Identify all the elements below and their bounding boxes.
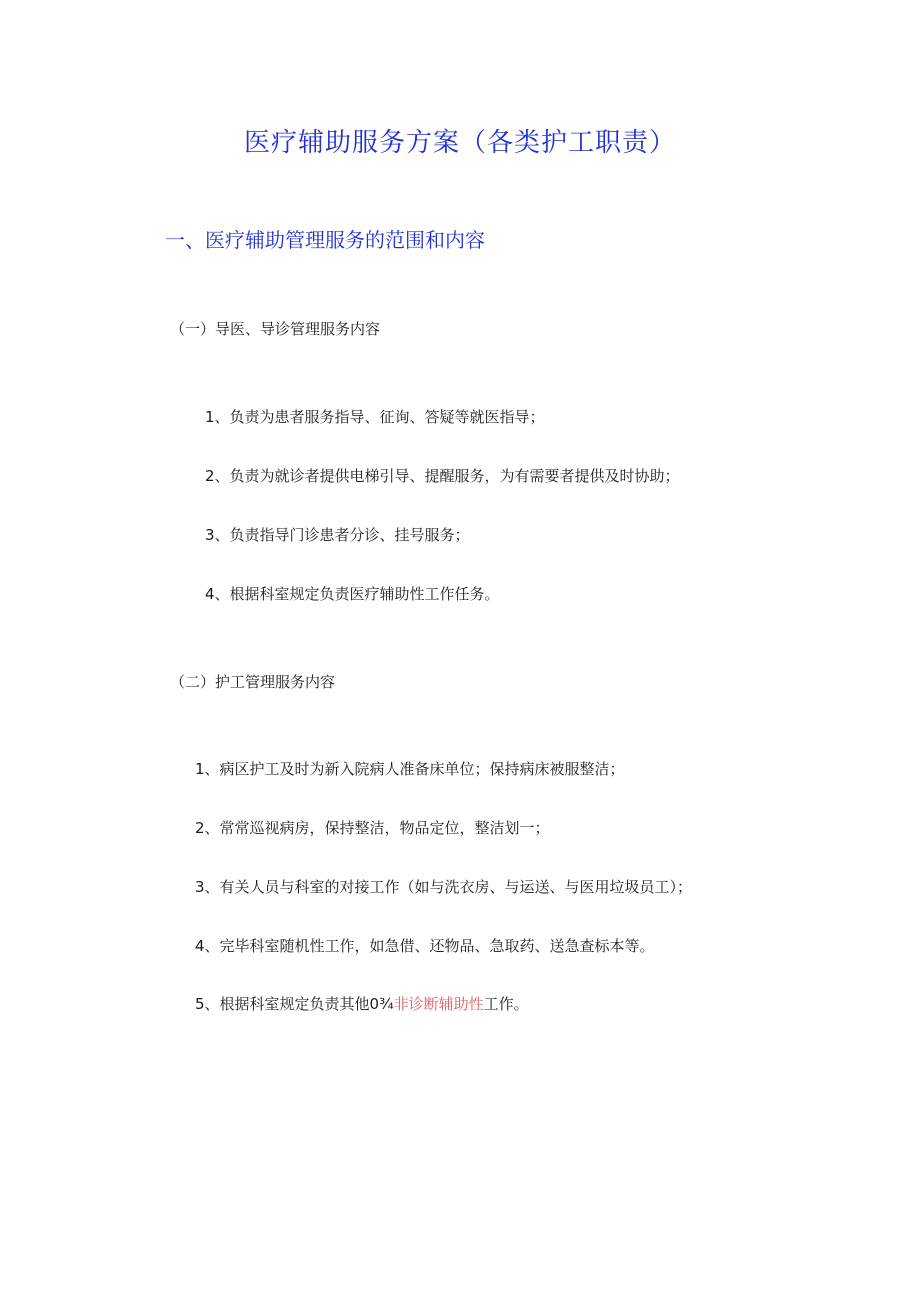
subsection-heading-1: （一）导医、导诊管理服务内容	[170, 320, 381, 338]
list-item: 3、负责指导门诊患者分诊、挂号服务；	[205, 526, 470, 544]
list-item: 3、有关人员与科室的对接工作（如与洗衣房、与运送、与医用垃圾员工）；	[195, 878, 693, 896]
list-item: 4、根据科室规定负责医疗辅助性工作任务。	[205, 585, 500, 603]
highlighted-text: 非诊断辅助性	[393, 995, 484, 1013]
list-item-5-prefix: 5、根据科室规定负责其他0¾	[195, 995, 394, 1013]
list-item: 2、常常巡视病房，保持整洁，物品定位，整洁划一；	[195, 819, 550, 837]
list-item-5	[195, 993, 529, 1014]
list-item: 4、完毕科室随机性工作，如急借、还物品、急取药、送急查标本等。	[195, 937, 655, 955]
list-item: 1、负责为患者服务指导、征询、答疑等就医指导；	[205, 408, 545, 426]
section-heading-1: 一、医疗辅助管理服务的范围和内容	[165, 228, 485, 252]
document-title: 医疗辅助服务方案（各类护工职责）	[243, 128, 676, 158]
subsection-heading-2: （二）护工管理服务内容	[170, 673, 336, 691]
list-item-5-suffix: 工作。	[483, 995, 529, 1013]
list-item: 1、病区护工及时为新入院病人准备床单位；保持病床被服整洁；	[195, 760, 625, 778]
list-item: 2、负责为就诊者提供电梯引导、提醒服务，为有需要者提供及时协助；	[205, 467, 680, 485]
